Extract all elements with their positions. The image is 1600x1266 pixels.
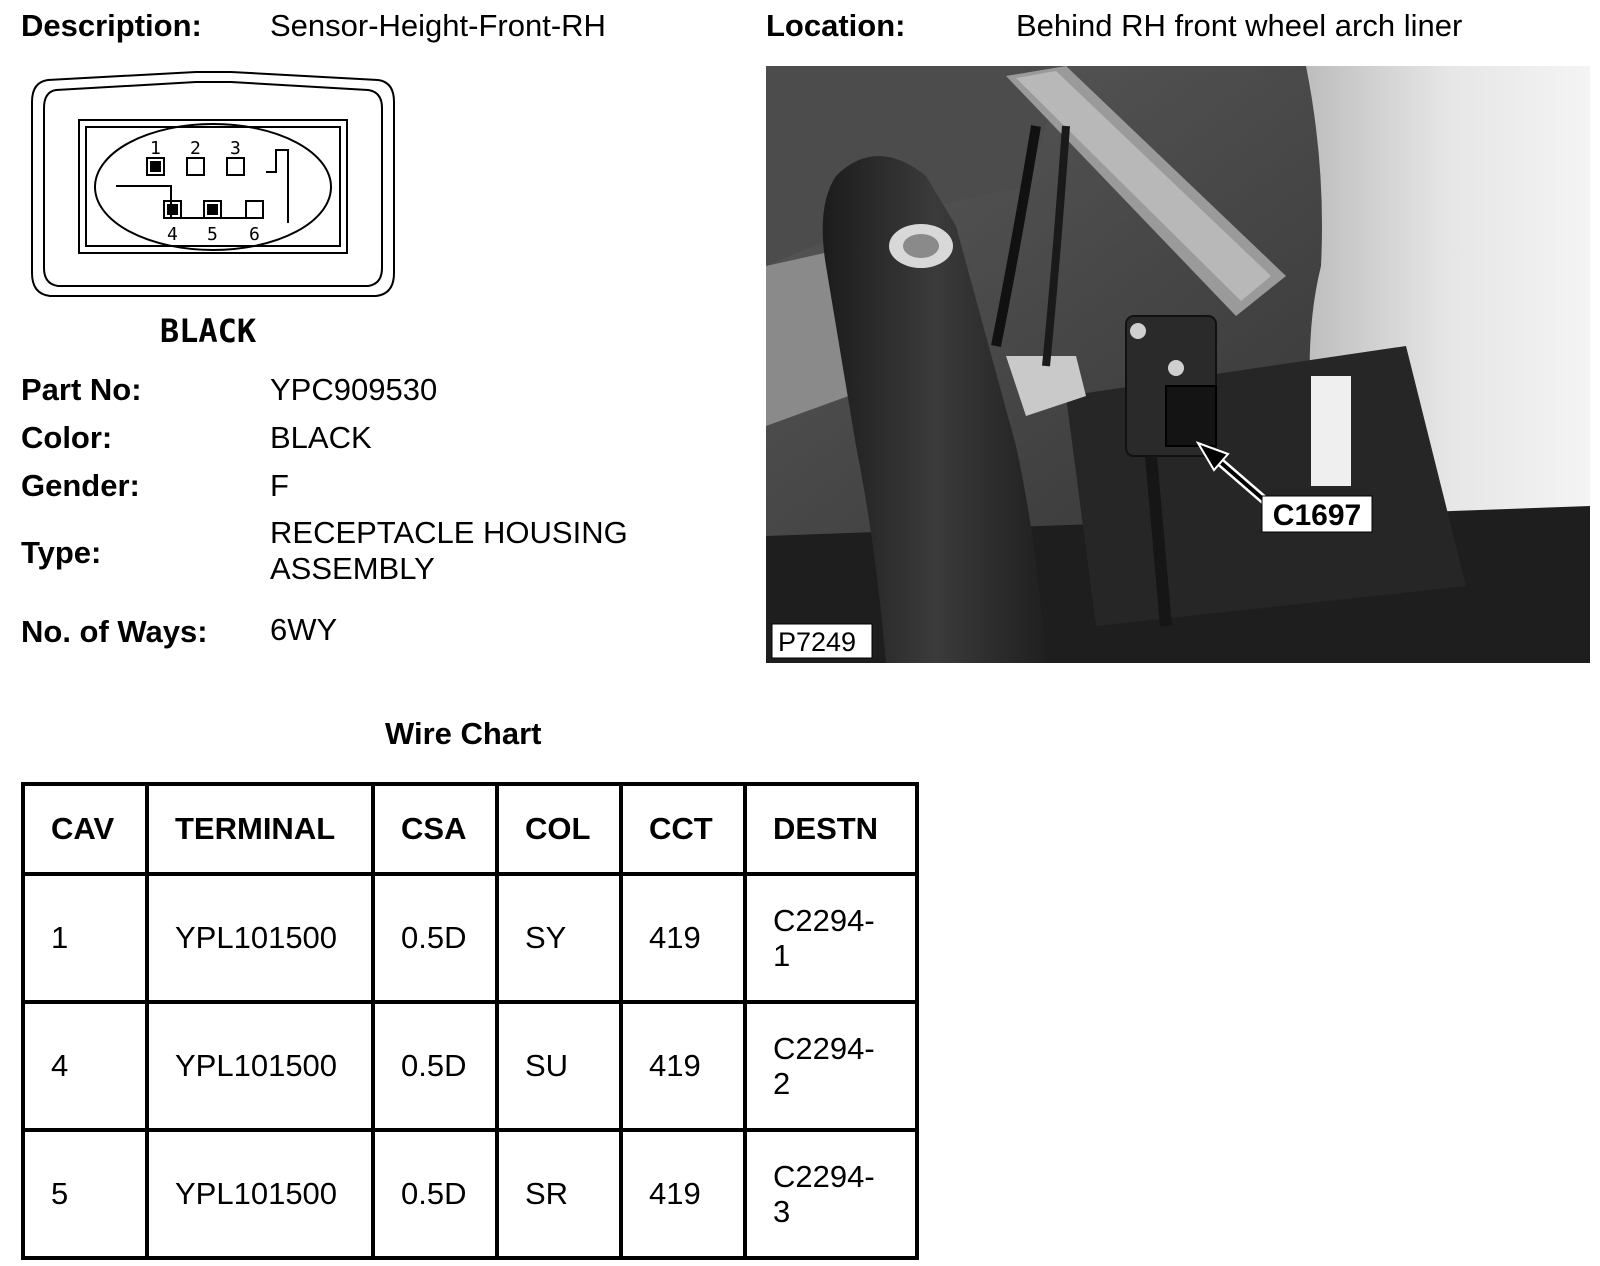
column-header-destn: DESTN bbox=[745, 784, 917, 874]
table-header-row bbox=[23, 784, 917, 874]
location-photo bbox=[766, 66, 1590, 663]
cell-destn: C2294- 1 bbox=[745, 874, 917, 1002]
location-label: Location: bbox=[766, 8, 906, 43]
cell-cav: 4 bbox=[23, 1002, 147, 1130]
cell-cct: 419 bbox=[621, 1130, 745, 1258]
cell-csa: 0.5D bbox=[373, 874, 497, 1002]
pin-label-6: 6 bbox=[249, 224, 260, 245]
cell-col: SU bbox=[497, 1002, 621, 1130]
connector-face-diagram bbox=[26, 68, 406, 368]
gender-value: F bbox=[270, 468, 289, 503]
table-row bbox=[23, 1002, 917, 1130]
description-value: Sensor-Height-Front-RH bbox=[270, 8, 606, 43]
part-no-value: YPC909530 bbox=[270, 372, 438, 407]
cell-destn: C2294- 3 bbox=[745, 1130, 917, 1258]
cell-col: SR bbox=[497, 1130, 621, 1258]
ways-value: 6WY bbox=[270, 612, 338, 647]
cell-terminal: YPL101500 bbox=[147, 874, 373, 1002]
cell-csa: 0.5D bbox=[373, 1002, 497, 1130]
cell-cct: 419 bbox=[621, 874, 745, 1002]
location-value: Behind RH front wheel arch liner bbox=[1016, 8, 1463, 43]
wire-chart-title: Wire Chart bbox=[385, 716, 542, 751]
table-row bbox=[23, 874, 917, 1002]
pin-label-2: 2 bbox=[190, 138, 201, 159]
cell-col: SY bbox=[497, 874, 621, 1002]
cell-destn: C2294- 2 bbox=[745, 1002, 917, 1130]
cell-terminal: YPL101500 bbox=[147, 1002, 373, 1130]
pin-label-1: 1 bbox=[150, 138, 161, 159]
column-header-col: COL bbox=[497, 784, 621, 874]
column-header-cav: CAV bbox=[23, 784, 147, 874]
color-value: BLACK bbox=[270, 420, 372, 455]
part-no-label: Part No: bbox=[21, 372, 142, 407]
column-header-cct: CCT bbox=[621, 784, 745, 874]
cell-terminal: YPL101500 bbox=[147, 1130, 373, 1258]
cell-cav: 5 bbox=[23, 1130, 147, 1258]
cell-csa: 0.5D bbox=[373, 1130, 497, 1258]
type-value: RECEPTACLE HOUSING ASSEMBLY bbox=[270, 515, 628, 586]
wire-chart-table bbox=[21, 782, 919, 1260]
connector-color-caption: BLACK bbox=[159, 312, 257, 350]
gender-label: Gender: bbox=[21, 468, 140, 503]
pin-label-5: 5 bbox=[207, 224, 218, 245]
color-label: Color: bbox=[21, 420, 113, 455]
photo-id: P7249 bbox=[778, 627, 857, 657]
pin-label-4: 4 bbox=[167, 224, 178, 245]
type-label: Type: bbox=[21, 535, 102, 570]
column-header-csa: CSA bbox=[373, 784, 497, 874]
pin-label-3: 3 bbox=[230, 138, 241, 159]
photo-callout-c1697: C1697 bbox=[1272, 499, 1362, 532]
cell-cct: 419 bbox=[621, 1002, 745, 1130]
description-label: Description: bbox=[21, 8, 202, 43]
ways-label: No. of Ways: bbox=[21, 614, 208, 649]
column-header-terminal: TERMINAL bbox=[147, 784, 373, 874]
cell-cav: 1 bbox=[23, 874, 147, 1002]
table-row bbox=[23, 1130, 917, 1258]
